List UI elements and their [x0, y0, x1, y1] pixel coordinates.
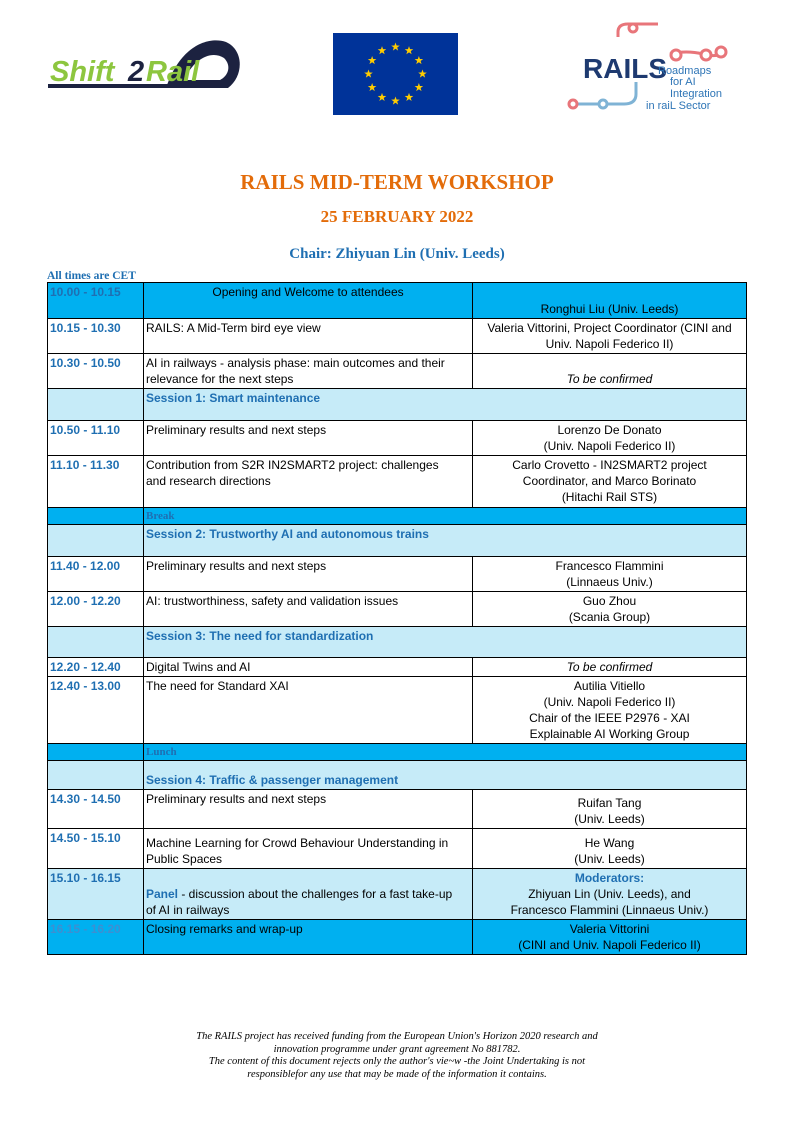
agenda-time: 12.20 - 12.40 [48, 658, 144, 677]
rails-logo-tag3: Integration [670, 88, 722, 100]
agenda-session-row [48, 627, 747, 658]
agenda-time: 11.10 - 11.30 [48, 456, 144, 508]
agenda-topic: RAILS: A Mid-Term bird eye view [144, 319, 473, 354]
agenda-time: 14.50 - 15.10 [48, 829, 144, 869]
agenda-row [48, 456, 747, 508]
agenda-topic: Machine Learning for Crowd Behaviour Understanding in Public Spaces [144, 829, 473, 869]
agenda-speaker: Ronghui Liu (Univ. Leeds) [473, 283, 747, 319]
agenda-break-row [48, 744, 747, 761]
agenda-session-row [48, 525, 747, 557]
agenda-panel-row [48, 869, 747, 920]
agenda-speaker: Moderators: Zhiyuan Lin (Univ. Leeds), and Francesco Flammini (Linnaeus Univ.) [473, 869, 747, 920]
agenda-time: 10.50 - 11.10 [48, 421, 144, 456]
agenda-topic: The need for Standard XAI [144, 677, 473, 744]
agenda-speaker: Lorenzo De Donato (Univ. Napoli Federico II) [473, 421, 747, 456]
agenda-topic: Panel - discussion about the challenges for a fast take-up of AI in railways [144, 869, 473, 920]
rails-logo-tag4: in raiL Sector [646, 100, 711, 112]
agenda-row-opening [48, 283, 747, 319]
agenda-row [48, 421, 747, 456]
shift2rail-text-left: Shift [50, 56, 115, 88]
eu-star-icon [368, 56, 377, 64]
rails-logo-name: RAILS [583, 53, 667, 84]
agenda-speaker: Valeria Vittorini, Project Coordinator (CINI and Univ. Napoli Federico II) [473, 319, 747, 354]
shift2rail-text-mid: 2 [128, 56, 145, 88]
agenda-topic: Opening and Welcome to attendees [144, 283, 473, 319]
agenda-session-row [48, 761, 747, 790]
agenda-speaker: Valeria Vittorini (CINI and Univ. Napoli Federico II) [473, 920, 747, 955]
agenda-time: 12.00 - 12.20 [48, 592, 144, 627]
agenda-speaker: Autilia Vitiello (Univ. Napoli Federico II) Chair of the IEEE P2976 - XAI Explainable AI Working Group [473, 677, 747, 744]
agenda-time: 15.10 - 16.15 [48, 869, 144, 920]
agenda-speaker: Francesco Flammini (Linnaeus Univ.) [473, 557, 747, 592]
agenda-row [48, 790, 747, 829]
agenda-break-row [48, 508, 747, 525]
agenda-time: 14.30 - 14.50 [48, 790, 144, 829]
break-label: Lunch [144, 744, 747, 761]
agenda-row [48, 557, 747, 592]
agenda-topic: Contribution from S2R IN2SMART2 project: challenges and research directions [144, 456, 473, 508]
workshop-date: 25 FEBRUARY 2022 [320, 207, 474, 226]
eu-star-icon [405, 93, 414, 101]
agenda-row [48, 354, 747, 389]
agenda-row-closing [48, 920, 747, 955]
rails-logo-tag1: Roadmaps [658, 65, 712, 77]
eu-star-icon [378, 93, 387, 101]
session-title: Session 4: Traffic & passenger management [144, 761, 747, 790]
agenda-speaker: Carlo Crovetto - IN2SMART2 project Coordinator, and Marco Borinato (Hitachi Rail STS) [473, 456, 747, 508]
eu-star-icon [415, 83, 424, 91]
agenda-speaker: To be confirmed [473, 658, 747, 677]
agenda-session-row [48, 389, 747, 421]
eu-flag-logo [333, 33, 458, 115]
shift2rail-logo [48, 36, 243, 98]
agenda-topic: Digital Twins and AI [144, 658, 473, 677]
agenda-row [48, 592, 747, 627]
agenda-topic: Preliminary results and next steps [144, 421, 473, 456]
rails-logo [558, 22, 738, 117]
session-title: Session 3: The need for standardization [144, 627, 747, 658]
agenda-topic: Preliminary results and next steps [144, 790, 473, 829]
agenda-topic: AI in railways - analysis phase: main outcomes and their relevance for the next steps [144, 354, 473, 389]
footer-line: The content of this document rejects only the author's vie~w -the Joint Undertaking is not [208, 1056, 586, 1067]
times-note: All times are CET [47, 270, 136, 282]
agenda-row [48, 658, 747, 677]
agenda-time: 11.40 - 12.00 [48, 557, 144, 592]
agenda-speaker: He Wang (Univ. Leeds) [473, 829, 747, 869]
workshop-chair: Chair: Zhiyuan Lin (Univ. Leeds) [289, 246, 505, 262]
break-label: Break [144, 508, 747, 525]
eu-star-icon [418, 70, 427, 78]
agenda-time: 16.15 - 16.20 [48, 920, 144, 955]
eu-star-icon [364, 70, 373, 78]
footer-line: The RAILS project has received funding from the European Union's Horizon 2020 research and [196, 1031, 598, 1042]
rails-logo-tag2: for AI [670, 76, 696, 88]
eu-star-icon [405, 46, 414, 54]
agenda-time: 10.15 - 10.30 [48, 319, 144, 354]
agenda-speaker: To be confirmed [473, 354, 747, 389]
agenda-time: 10.00 - 10.15 [48, 283, 144, 319]
agenda-table [47, 282, 747, 955]
footer-line: innovation programme under grant agreement No 881782. [273, 1043, 521, 1055]
eu-star-icon [368, 83, 377, 91]
agenda-topic: AI: trustworthiness, safety and validation issues [144, 592, 473, 627]
eu-star-icon [378, 46, 387, 54]
eu-star-icon [391, 43, 400, 51]
agenda-time: 10.30 - 10.50 [48, 354, 144, 389]
session-title: Session 2: Trustworthy AI and autonomous trains [144, 525, 747, 557]
shift2rail-text-right: Rail [146, 56, 200, 88]
agenda-topic: Preliminary results and next steps [144, 557, 473, 592]
agenda-row [48, 829, 747, 869]
agenda-row [48, 677, 747, 744]
eu-star-icon [415, 56, 424, 64]
agenda-time: 12.40 - 13.00 [48, 677, 144, 744]
agenda-speaker: Ruifan Tang (Univ. Leeds) [473, 790, 747, 829]
session-title: Session 1: Smart maintenance [144, 389, 747, 421]
eu-star-icon [391, 97, 400, 105]
funding-disclaimer [0, 1031, 794, 1081]
agenda-row [48, 319, 747, 354]
footer-line: responsiblefor any use that may be made of the information it contains. [247, 1068, 547, 1080]
agenda-speaker: Guo Zhou (Scania Group) [473, 592, 747, 627]
workshop-title: RAILS MID-TERM WORKSHOP [240, 170, 554, 194]
agenda-topic: Closing remarks and wrap-up [144, 920, 473, 955]
